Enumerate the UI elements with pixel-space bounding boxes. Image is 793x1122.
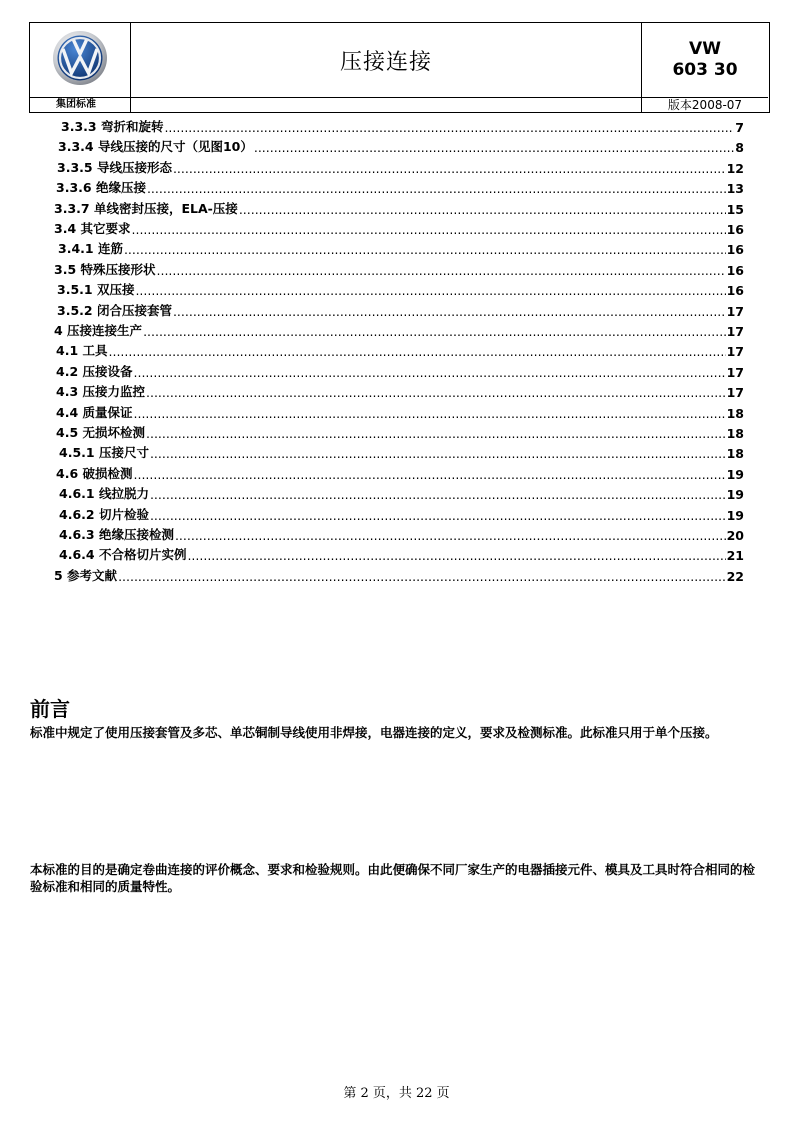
toc-dot-leader xyxy=(157,263,726,278)
toc-entry-page: 7 xyxy=(735,120,744,135)
toc-entry[interactable] xyxy=(56,341,744,359)
toc-entry-label: 4.6.4 不合格切片实例 xyxy=(59,547,187,563)
toc-entry-page: 17 xyxy=(726,324,744,339)
toc-entry[interactable] xyxy=(54,321,744,339)
toc-dot-leader xyxy=(150,508,726,523)
standard-code-line2: 603 30 xyxy=(672,60,738,80)
standard-code-line1: VW xyxy=(689,39,721,59)
toc-dot-leader xyxy=(239,202,726,217)
toc-entry[interactable] xyxy=(58,239,744,257)
toc-entry-label: 3.4.1 连筋 xyxy=(58,241,123,257)
toc-entry[interactable] xyxy=(58,137,744,155)
toc-entry-page: 19 xyxy=(726,466,744,482)
foreword-heading: 前言 xyxy=(30,697,70,721)
toc-entry-label: 4.6.3 绝缘压接检测 xyxy=(59,527,174,542)
code-cell xyxy=(642,23,768,97)
version-label: 版本2008-07 xyxy=(667,98,743,112)
toc-entry[interactable] xyxy=(59,484,744,502)
toc-dot-leader xyxy=(150,446,726,461)
logo-cell xyxy=(30,23,131,97)
toc-entry-page: 8 xyxy=(735,140,744,156)
toc-entry-label: 4.6.1 线拉脱力 xyxy=(59,486,149,502)
toc-dot-leader xyxy=(173,304,726,319)
toc-entry-page: 17 xyxy=(726,385,744,401)
toc-dot-leader xyxy=(254,140,734,155)
header-empty-cell xyxy=(131,98,642,113)
toc-entry[interactable] xyxy=(57,158,744,176)
toc-entry[interactable] xyxy=(54,199,744,217)
toc-entry[interactable] xyxy=(56,362,744,380)
toc-entry-label: 3.3.3 弯折和旋转 xyxy=(61,119,164,134)
toc-entry[interactable] xyxy=(54,219,744,237)
toc-entry-page: 16 xyxy=(726,283,744,299)
toc-entry-label: 3.3.7 单线密封压接，ELA-压接 xyxy=(54,200,238,216)
toc-entry-page: 16 xyxy=(726,222,744,237)
toc-entry-page: 17 xyxy=(726,344,744,360)
toc-entry-label: 3.3.5 导线压接形态 xyxy=(57,159,172,175)
foreword-paragraph-1: 标准中规定了使用压接套管及多芯、单芯铜制导线使用非焊接，电器连接的定义，要求及检测标准。此标准只用于单个压接。 xyxy=(30,725,718,740)
toc-entry-page: 13 xyxy=(726,181,744,197)
toc-entry-label: 3.3.6 绝缘压接 xyxy=(56,180,146,196)
toc-entry-page: 18 xyxy=(726,405,744,421)
toc-entry-label: 4.2 压接设备 xyxy=(56,363,133,379)
toc-entry-label: 4.5.1 压接尺寸 xyxy=(59,445,149,461)
document-header xyxy=(29,22,770,113)
group-standard-label: 集团标准 xyxy=(30,98,131,113)
toc-entry-label: 4.6 破损检测 xyxy=(56,465,133,481)
toc-entry-label: 3.5 特殊压接形状 xyxy=(54,261,156,277)
toc-entry-page: 18 xyxy=(726,446,744,462)
toc-entry[interactable] xyxy=(56,382,744,400)
toc-entry-page: 15 xyxy=(726,201,744,217)
toc-entry-label: 5 参考文献 xyxy=(54,567,118,583)
header-bottom-row xyxy=(30,97,768,112)
toc-dot-leader xyxy=(143,324,726,339)
toc-entry-page: 17 xyxy=(726,303,744,319)
toc-entry-page: 16 xyxy=(726,262,744,278)
toc-dot-leader xyxy=(146,426,726,441)
toc-entry-page: 17 xyxy=(726,364,744,380)
toc-entry-page: 12 xyxy=(726,160,744,176)
toc-entry[interactable] xyxy=(56,178,744,196)
toc-entry-page: 16 xyxy=(726,242,744,258)
toc-entry[interactable] xyxy=(56,403,744,421)
toc-dot-leader xyxy=(164,120,734,135)
toc-entry-page: 19 xyxy=(726,507,744,523)
title-cell xyxy=(131,23,642,97)
toc-dot-leader xyxy=(118,569,726,584)
toc-entry-page: 19 xyxy=(726,487,744,503)
toc-entry[interactable] xyxy=(56,423,744,441)
toc-entry-page: 20 xyxy=(726,528,744,543)
toc-entry-label: 4 压接连接生产 xyxy=(54,323,143,338)
toc-dot-leader xyxy=(124,242,726,257)
toc-entry-page: 18 xyxy=(726,426,744,441)
toc-entry-label: 4.3 压接力监控 xyxy=(56,384,145,400)
page-number-footer: 第 2 页，共 22 页 xyxy=(343,1086,450,1101)
toc-dot-leader xyxy=(109,344,726,359)
document-title: 压接连接 xyxy=(339,49,432,75)
toc-entry-label: 3.4 其它要求 xyxy=(54,221,131,236)
toc-entry-page: 22 xyxy=(726,568,744,584)
toc-entry-page: 21 xyxy=(726,548,744,564)
toc-entry[interactable] xyxy=(61,117,744,135)
toc-entry[interactable] xyxy=(54,260,744,278)
toc-dot-leader xyxy=(132,222,726,237)
toc-entry-label: 4.1 工具 xyxy=(56,343,108,359)
toc-dot-leader xyxy=(173,161,726,176)
toc-entry-label: 3.5.1 双压接 xyxy=(57,282,135,298)
toc-dot-leader xyxy=(150,487,726,502)
toc-dot-leader xyxy=(134,467,726,482)
toc-entry-label: 4.6.2 切片检验 xyxy=(59,506,149,522)
toc-dot-leader xyxy=(134,406,726,421)
toc-entry-label: 4.4 质量保证 xyxy=(56,404,133,420)
toc-entry-label: 3.5.2 闭合压接套管 xyxy=(57,302,172,318)
toc-dot-leader xyxy=(175,528,726,543)
toc-dot-leader xyxy=(134,365,726,380)
toc-entry[interactable] xyxy=(56,464,744,482)
toc-dot-leader xyxy=(187,548,725,563)
toc-entry[interactable] xyxy=(54,566,744,584)
toc-entry[interactable] xyxy=(59,545,744,563)
toc-entry-label: 3.3.4 导线压接的尺寸（见图10） xyxy=(58,139,253,155)
toc-entry[interactable] xyxy=(59,525,744,543)
toc-entry[interactable] xyxy=(57,280,744,298)
toc-dot-leader xyxy=(146,385,726,400)
toc-dot-leader xyxy=(147,181,726,196)
toc-entry-label: 4.5 无损坏检测 xyxy=(56,425,145,440)
toc-entry[interactable] xyxy=(59,443,744,461)
toc-entry[interactable] xyxy=(59,505,744,523)
toc-entry[interactable] xyxy=(57,301,744,319)
toc-dot-leader xyxy=(135,283,725,298)
foreword-paragraph-2: 本标准的目的是确定卷曲连接的评价概念、要求和检验规则。由此便确保不同厂家生产的电器插接元件、模具及工具时符合相同的检验标准和相同的质量特性。 xyxy=(30,862,756,894)
vw-logo-icon xyxy=(52,30,108,86)
